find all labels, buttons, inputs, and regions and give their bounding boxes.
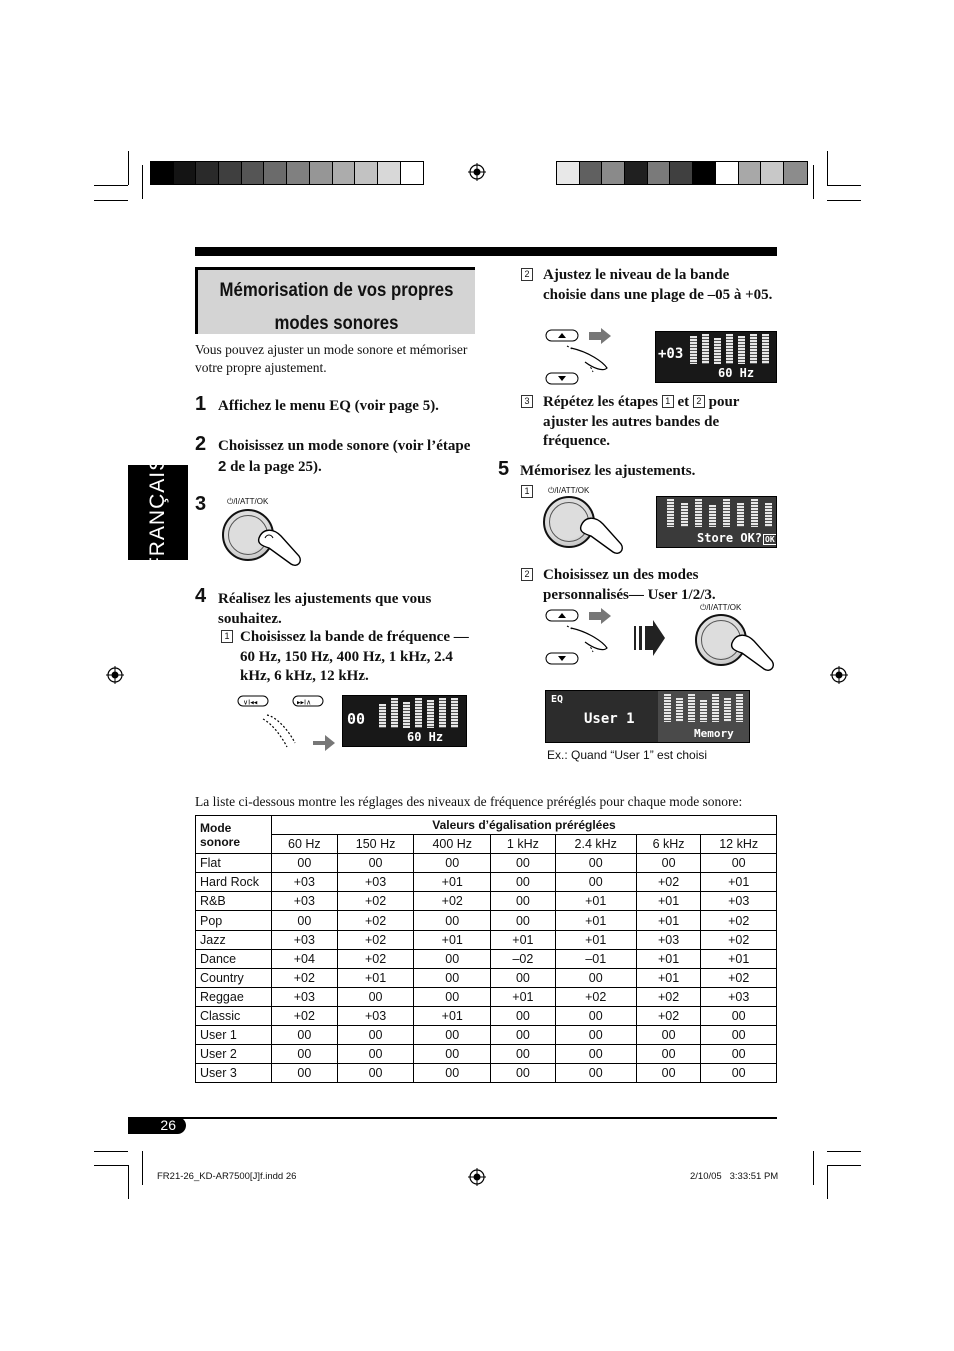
eq-value-cell: +03	[272, 873, 338, 892]
user1-memory-display: EQ User 1 Memory	[545, 690, 750, 743]
band-header: 2.4 kHz	[555, 835, 636, 854]
eq-value-cell: +01	[636, 911, 701, 930]
color-swatch	[287, 162, 310, 184]
eq-value-cell: +01	[636, 968, 701, 987]
substep-number: 1	[221, 630, 233, 643]
eq-value-cell: 00	[701, 1045, 777, 1064]
substep-number: 1	[521, 485, 533, 498]
color-swatch	[693, 162, 716, 184]
store-ok-display: Store OK? OK	[656, 496, 777, 548]
step-5-text: Mémorisez les ajustements.	[520, 463, 696, 479]
finger-press-icon	[255, 520, 305, 570]
eq-value-cell: 00	[272, 854, 338, 873]
eq-value-cell: +02	[636, 987, 701, 1006]
header-rule	[195, 247, 777, 256]
eq-value-cell: 00	[414, 854, 491, 873]
substep-number: 3	[521, 395, 533, 408]
substep-number: 2	[521, 568, 533, 581]
eq-value-cell: +02	[555, 987, 636, 1006]
step-1-text: Affichez le menu EQ (voir page 5).	[218, 398, 439, 414]
language-tab: FRANÇAIS	[128, 465, 188, 560]
eq-value-cell: 00	[337, 1064, 414, 1083]
mode-name-cell: Flat	[196, 854, 272, 873]
footer-date: 2/10/05 3:33:51 PM	[690, 1171, 779, 1182]
eq-value-cell: 00	[491, 968, 556, 987]
eq-value-cell: 00	[337, 854, 414, 873]
color-swatch	[242, 162, 265, 184]
eq-value-cell: 00	[414, 949, 491, 968]
eq-value-cell: 00	[414, 1026, 491, 1045]
eq-value-cell: +02	[701, 930, 777, 949]
eq-value-cell: 00	[701, 1026, 777, 1045]
eq-value-cell: 00	[701, 854, 777, 873]
color-swatch	[625, 162, 648, 184]
eq-preset-table	[195, 815, 777, 1083]
example-caption: Ex.: Quand “User 1” est choisi	[547, 748, 708, 762]
eq-value-cell: +02	[701, 911, 777, 930]
eq-value-cell: 00	[555, 873, 636, 892]
mode-name-cell: Reggae	[196, 987, 272, 1006]
eq-value-cell: +02	[636, 1006, 701, 1025]
power-button-label-3: ⏻/I/ATT/OK	[700, 603, 742, 612]
color-swatch	[264, 162, 287, 184]
eq-value-cell: 00	[491, 854, 556, 873]
step-1-number: 1	[195, 393, 207, 415]
mode-name-cell: Dance	[196, 949, 272, 968]
eq-value-cell: 00	[636, 1045, 701, 1064]
eq-value-cell: 00	[491, 1064, 556, 1083]
footer-rule	[128, 1117, 777, 1119]
color-swatch	[739, 162, 762, 184]
page-number: 26	[128, 1117, 186, 1134]
step-4-sub1-text: Choisissez la bande de fréquence — 60 Hz, 150 Hz, 400 Hz, 1 kHz, 2.4 kHz, 6 kHz, 12 kHz.	[240, 629, 469, 684]
color-swatch	[670, 162, 693, 184]
band-header: 150 Hz	[337, 835, 414, 854]
eq-value-cell: 00	[337, 1026, 414, 1045]
eq-value-cell: 00	[272, 1026, 338, 1045]
svg-text:▸▸I∧: ▸▸I∧	[297, 698, 312, 707]
eq-value-cell: 00	[491, 911, 556, 930]
eq-value-cell: 00	[636, 1064, 701, 1083]
eq-value-cell: +01	[701, 873, 777, 892]
eq-value-cell: +03	[701, 987, 777, 1006]
eq-value-cell: +01	[555, 911, 636, 930]
step-2-text: Choisissez un mode sonore (voir l’étape 2 de la page 25).	[218, 438, 471, 475]
color-swatch	[602, 162, 625, 184]
color-swatch	[761, 162, 784, 184]
eq-value-cell: +02	[337, 949, 414, 968]
eq-value-cell: 00	[555, 1045, 636, 1064]
eq-display-60hz-plus03: +03 60 Hz	[655, 331, 777, 383]
table-row	[196, 1045, 777, 1064]
eq-value-cell: 00	[555, 1064, 636, 1083]
step-5-sub2-text: Choisissez un des modes personnalisés— User 1/2/3.	[543, 567, 716, 603]
registration-mark-icon	[106, 666, 124, 684]
band-header: 12 kHz	[701, 835, 777, 854]
color-bar-right	[556, 161, 808, 185]
eq-value-cell: 00	[555, 968, 636, 987]
step-2-number: 2	[195, 433, 207, 455]
table-row	[196, 854, 777, 873]
table-row	[196, 930, 777, 949]
eq-value-cell: +01	[337, 968, 414, 987]
table-row	[196, 892, 777, 911]
finger-press-icon	[728, 625, 778, 675]
eq-value-cell: 00	[491, 1026, 556, 1045]
eq-value-cell: +02	[272, 968, 338, 987]
eq-value-cell: +02	[272, 1006, 338, 1025]
table-row	[196, 873, 777, 892]
step-3-number: 3	[195, 493, 207, 515]
step-4-sub2-text: Ajustez le niveau de la bande choisie dans une plage de –05 à +05.	[543, 267, 773, 303]
eq-value-cell: +01	[636, 892, 701, 911]
title-line2: modes sonores	[274, 312, 399, 334]
eq-value-cell: +04	[272, 949, 338, 968]
up-down-to-knob-illustration	[545, 608, 665, 666]
color-swatch	[557, 162, 580, 184]
table-row	[196, 1006, 777, 1025]
color-swatch	[648, 162, 671, 184]
eq-value-cell: 00	[414, 1045, 491, 1064]
mode-name-cell: Classic	[196, 1006, 272, 1025]
finger-press-icon	[577, 508, 627, 558]
eq-value-cell: +02	[414, 892, 491, 911]
color-swatch	[378, 162, 401, 184]
step-5-number: 5	[498, 458, 510, 480]
eq-value-cell: 00	[337, 987, 414, 1006]
eq-value-cell: +01	[491, 987, 556, 1006]
eq-value-cell: +03	[272, 987, 338, 1006]
step-4-number: 4	[195, 585, 207, 607]
eq-value-cell: +02	[636, 873, 701, 892]
eq-value-cell: 00	[414, 911, 491, 930]
mode-name-cell: Jazz	[196, 930, 272, 949]
eq-value-cell: 00	[636, 854, 701, 873]
table-row	[196, 1064, 777, 1083]
mode-name-cell: User 2	[196, 1045, 272, 1064]
eq-value-cell: 00	[636, 1026, 701, 1045]
eq-value-cell: 00	[337, 1045, 414, 1064]
registration-mark-icon	[468, 163, 486, 181]
page-title	[195, 267, 475, 334]
band-header: 1 kHz	[491, 835, 556, 854]
col-mode-header: Mode sonore	[196, 816, 272, 854]
up-down-buttons-illustration	[545, 328, 625, 386]
eq-value-cell: +02	[701, 968, 777, 987]
title-line1: Mémorisation de vos propres	[219, 279, 454, 301]
mode-name-cell: Hard Rock	[196, 873, 272, 892]
eq-value-cell: 00	[272, 911, 338, 930]
eq-value-cell: 00	[555, 854, 636, 873]
eq-value-cell: +02	[337, 911, 414, 930]
eq-value-cell: 00	[272, 1064, 338, 1083]
eq-value-cell: +03	[701, 892, 777, 911]
eq-value-cell: +02	[337, 892, 414, 911]
table-row	[196, 987, 777, 1006]
eq-value-cell: +01	[555, 930, 636, 949]
eq-value-cell: +03	[337, 1006, 414, 1025]
band-header: 400 Hz	[414, 835, 491, 854]
step-4-text: Réalisez les ajustements que vous souhaitez.	[218, 591, 432, 627]
band-header: 60 Hz	[272, 835, 338, 854]
eq-value-cell: 00	[555, 1026, 636, 1045]
eq-value-cell: 00	[701, 1064, 777, 1083]
color-swatch	[174, 162, 197, 184]
eq-value-cell: +01	[491, 930, 556, 949]
color-swatch	[716, 162, 739, 184]
intro-text: Vous pouvez ajuster un mode sonore et mémoriser votre propre ajustement.	[195, 342, 468, 375]
table-row	[196, 968, 777, 987]
mode-name-cell: Pop	[196, 911, 272, 930]
eq-value-cell: +01	[414, 1006, 491, 1025]
color-swatch	[355, 162, 378, 184]
svg-text:∨I◂◂: ∨I◂◂	[243, 698, 258, 707]
eq-value-cell: +01	[636, 949, 701, 968]
color-bar-left	[150, 161, 424, 185]
mode-name-cell: User 3	[196, 1064, 272, 1083]
registration-mark-icon	[830, 666, 848, 684]
eq-value-cell: +03	[272, 892, 338, 911]
color-swatch	[580, 162, 603, 184]
eq-value-cell: 00	[414, 987, 491, 1006]
band-header: 6 kHz	[636, 835, 701, 854]
mode-name-cell: User 1	[196, 1026, 272, 1045]
step-4-sub3-text: Répétez les étapes 1 et 2 pour ajuster les autres bandes de fréquence.	[543, 394, 740, 449]
power-button-label-2: ⏻/I/ATT/OK	[548, 486, 590, 495]
footer-file-info: FR21-26_KD-AR7500[J]f.indd 26	[157, 1171, 297, 1182]
eq-value-cell: +01	[414, 873, 491, 892]
eq-value-cell: +01	[701, 949, 777, 968]
eq-value-cell: +01	[414, 930, 491, 949]
table-row	[196, 949, 777, 968]
eq-value-cell: 00	[701, 1006, 777, 1025]
color-swatch	[196, 162, 219, 184]
eq-value-cell: +01	[555, 892, 636, 911]
color-swatch	[401, 162, 424, 184]
eq-value-cell: 00	[491, 892, 556, 911]
table-intro: La liste ci-dessous montre les réglages des niveaux de fréquence préréglés pour chaque mode sonore:	[195, 794, 743, 809]
color-swatch	[151, 162, 174, 184]
eq-value-cell: +02	[337, 930, 414, 949]
power-button-label: ⏻/I/ATT/OK	[227, 497, 269, 506]
mode-name-cell: Country	[196, 968, 272, 987]
color-swatch	[333, 162, 356, 184]
col-values-header: Valeurs d’égalisation préréglées	[272, 816, 777, 835]
eq-value-cell: 00	[414, 1064, 491, 1083]
eq-value-cell: +03	[337, 873, 414, 892]
color-swatch	[219, 162, 242, 184]
eq-value-cell: 00	[491, 873, 556, 892]
eq-value-cell: 00	[272, 1045, 338, 1064]
eq-value-cell: +03	[272, 930, 338, 949]
eq-display-60hz-00: 00 60 Hz	[342, 695, 467, 747]
eq-value-cell: –01	[555, 949, 636, 968]
registration-mark-icon	[468, 1168, 486, 1186]
eq-value-cell: +03	[636, 930, 701, 949]
table-row	[196, 1026, 777, 1045]
mode-name-cell: R&B	[196, 892, 272, 911]
eq-value-cell: 00	[414, 968, 491, 987]
substep-number: 2	[521, 268, 533, 281]
color-swatch	[310, 162, 333, 184]
skip-buttons-illustration	[237, 695, 337, 755]
eq-value-cell: 00	[491, 1045, 556, 1064]
color-swatch	[784, 162, 807, 184]
eq-value-cell: 00	[555, 1006, 636, 1025]
eq-value-cell: 00	[491, 1006, 556, 1025]
eq-value-cell: –02	[491, 949, 556, 968]
table-row	[196, 911, 777, 930]
